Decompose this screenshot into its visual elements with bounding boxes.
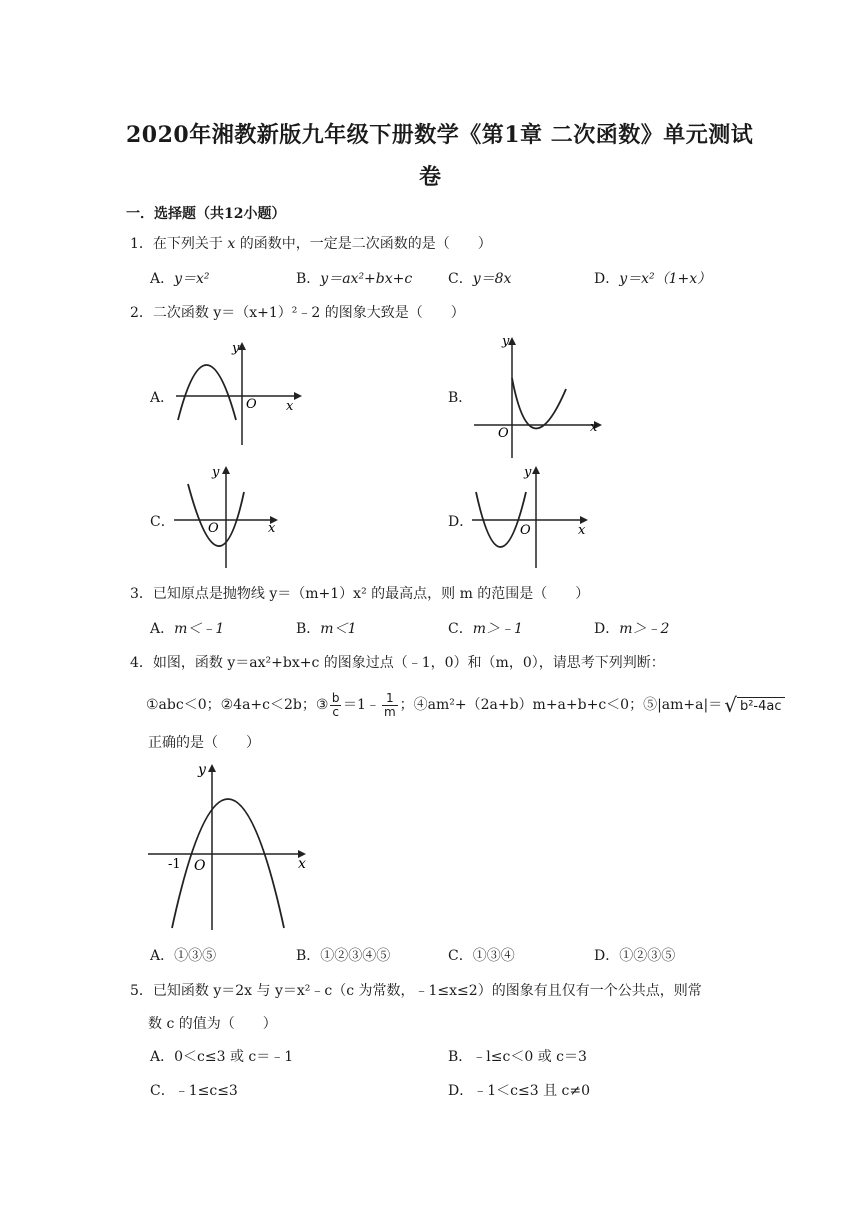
parabola <box>178 365 236 420</box>
q2-graph-c <box>172 462 282 572</box>
q4-correct-prompt: 正确的是（ ） <box>148 735 260 751</box>
q3-option-b: B．m＜1 <box>296 621 357 637</box>
y-label: y <box>502 334 510 349</box>
q4-option-a: A．①③⑤ <box>150 948 217 964</box>
q3-option-a: A．m＜﹣1 <box>150 621 225 637</box>
q2-option-d-label: D． <box>448 514 474 530</box>
q5-option-d: D．﹣1＜c≤3 且 c≠0 <box>448 1083 590 1099</box>
origin-label: O <box>208 521 219 536</box>
fraction-b-over-c: b c <box>331 690 340 719</box>
y-axis-arrow <box>208 764 216 772</box>
q2-option-c-label: C． <box>150 514 175 530</box>
q1-option-d: D．y＝x²（1+x） <box>594 271 712 287</box>
q4-stem: 4．如图，函数 y＝ax²+bx+c 的图象过点（﹣1，0）和（m，0），请思考下列判断： <box>130 655 665 671</box>
fraction-1-over-m: 1 m <box>383 690 396 719</box>
x-label: x <box>578 523 586 538</box>
x-axis-arrow <box>294 392 302 400</box>
parabola <box>512 378 566 428</box>
x-label: x <box>286 399 294 414</box>
origin-label: O <box>246 397 257 412</box>
q5-option-b: B．﹣l≤c＜0 或 c＝3 <box>448 1049 587 1065</box>
q4-option-d: D．①②③⑤ <box>594 948 676 964</box>
y-label: y <box>232 341 240 356</box>
y-axis-arrow <box>532 466 540 474</box>
q1-option-c: C．y＝8x <box>448 271 512 287</box>
q2-stem: 2．二次函数 y＝（x+1）²﹣2 的图象大致是（ ） <box>130 305 465 321</box>
y-label: y <box>524 465 532 480</box>
section-heading: 一．选择题（共12小题） <box>126 206 286 222</box>
q4-option-c: C．①③④ <box>448 948 515 964</box>
q2-option-b-label: B． <box>448 390 473 406</box>
x-label: x <box>298 856 306 872</box>
q3-stem: 3．已知原点是抛物线 y＝（m+1）x² 的最高点，则 m 的范围是（ ） <box>130 586 590 602</box>
q2-graph-b <box>472 333 606 461</box>
q2-option-a-label: A． <box>150 390 175 406</box>
origin-label: O <box>520 523 531 538</box>
x-label: x <box>268 521 276 536</box>
parabola <box>188 484 244 546</box>
q1-option-b: B．y＝ax²+bx+c <box>296 271 413 287</box>
q5-option-c: C．﹣1≤c≤3 <box>150 1083 238 1099</box>
q1-stem-var: x <box>227 236 236 252</box>
x-label: x <box>590 420 598 435</box>
q1-stem-part1: 1．在下列关于 <box>130 236 228 252</box>
q3-option-c: C．m＞﹣1 <box>448 621 523 637</box>
doc-title-line1: 2020年湘教新版九年级下册数学《第1章 二次函数》单元测试 <box>126 122 754 148</box>
q4-judgement-1-3: ①abc＜0；②4a+c＜2b；③ <box>146 697 329 713</box>
origin-label: O <box>194 858 206 874</box>
origin-label: O <box>498 426 509 441</box>
q4-judgement-4-5: ；④am²+（2a+b）m+a+b+c＜0；⑤|am+a|＝ <box>399 697 723 713</box>
q2-graph-d <box>470 462 594 572</box>
q1-option-a: A．y＝x² <box>150 271 210 287</box>
q1-stem-part2: 的函数中，一定是二次函数的是（ ） <box>235 236 492 252</box>
q4-eq: ＝1﹣ <box>343 697 380 713</box>
y-label: y <box>198 762 206 778</box>
q2-graph-a <box>174 340 304 448</box>
q4-graph <box>146 758 312 934</box>
q4-option-b: B．①②③④⑤ <box>296 948 391 964</box>
q4-judgements <box>146 690 785 720</box>
y-label: y <box>212 465 220 480</box>
q5-stem-line1: 5．已知函数 y＝2x 与 y＝x²﹣c（c 为常数，﹣1≤x≤2）的图象有且仅有一个公共点，则常 <box>130 983 702 999</box>
neg-one-label: -1 <box>168 857 181 872</box>
q5-option-a: A．0＜c≤3 或 c＝﹣1 <box>150 1049 294 1065</box>
y-axis-arrow <box>222 466 230 474</box>
q5-stem-line2: 数 c 的值为（ ） <box>148 1016 277 1032</box>
sqrt-expression: √ b²-4ac <box>724 694 784 716</box>
doc-title-line2: 卷 <box>419 164 442 190</box>
q3-option-d: D．m＞﹣2 <box>594 621 670 637</box>
parabola <box>172 799 284 928</box>
q1-stem <box>130 234 492 254</box>
